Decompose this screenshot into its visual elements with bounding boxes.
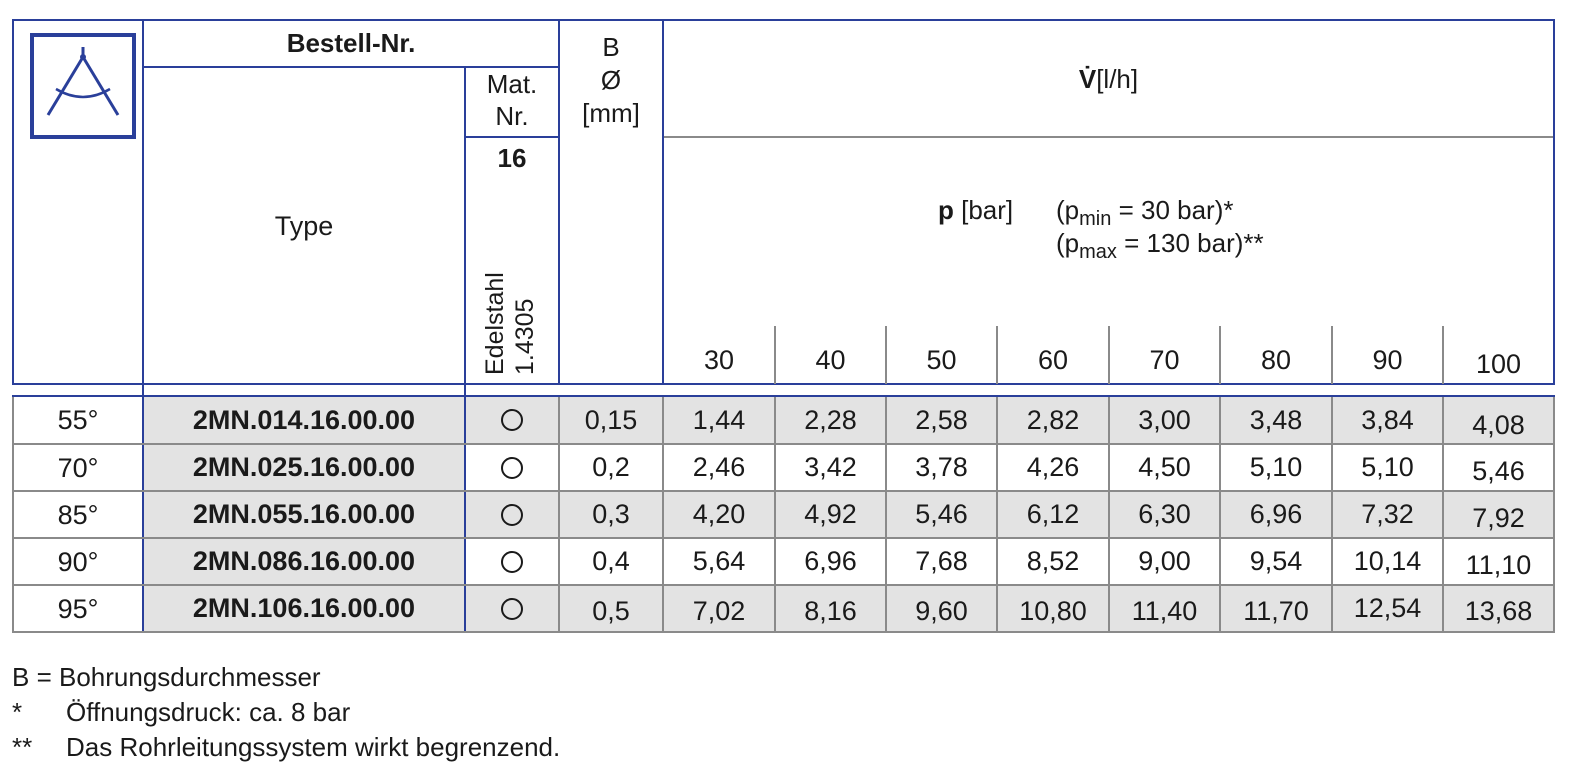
row-value: 9,00 (1138, 546, 1191, 576)
row-value: 7,68 (915, 546, 968, 576)
type-header: Type (274, 210, 334, 241)
row-value: 7,32 (1361, 499, 1414, 529)
pmax-suffix: = 130 bar)** (1116, 228, 1264, 258)
pressure-col-90: 90 (1372, 344, 1403, 375)
row-angle: 70° (57, 452, 99, 483)
pmax-prefix: (p (1056, 228, 1080, 258)
row-bore: 0,2 (592, 452, 630, 482)
pmax-sub: max (1079, 241, 1117, 264)
row-value: 8,16 (804, 596, 857, 626)
circle-icon (501, 504, 523, 526)
compass-icon (30, 33, 136, 139)
row-value: 10,14 (1353, 546, 1422, 576)
row-value: 2,46 (692, 452, 746, 482)
row-angle: 55° (57, 404, 99, 435)
b-line1: B (602, 32, 620, 62)
row-value: 6,30 (1138, 499, 1191, 529)
row-value: 5,46 (1472, 456, 1525, 486)
row-value: 3,48 (1249, 404, 1303, 435)
flow-header (664, 56, 1553, 102)
material-line1: Edelstahl (481, 272, 509, 375)
circle-icon (501, 457, 523, 479)
circle-icon (501, 409, 523, 431)
row-value: 1,44 (692, 404, 746, 435)
row-value: 6,96 (804, 546, 857, 576)
row-value: 2,58 (915, 404, 968, 435)
footnote-mark: * (12, 697, 23, 727)
row-material-mark (466, 445, 558, 490)
footnote-text: = Bohrungsdurchmesser (36, 662, 321, 692)
row-material-mark (466, 539, 558, 584)
row-value: 2,82 (1026, 404, 1080, 435)
footnote-mark: ** (12, 732, 33, 762)
row-material-mark (466, 492, 558, 537)
pressure-col-70: 70 (1149, 344, 1180, 375)
footnote-star (12, 697, 350, 728)
circle-icon (501, 551, 523, 573)
material-name (480, 135, 548, 375)
row-value: 7,92 (1472, 503, 1525, 533)
row-value: 7,02 (692, 596, 746, 626)
row-value: 12,54 (1353, 593, 1422, 623)
pressure-col-50: 50 (926, 344, 957, 375)
row-value: 4,20 (692, 499, 746, 529)
row-bore: 0,15 (584, 404, 638, 435)
row-value: 11,40 (1131, 596, 1198, 626)
row-value: 5,10 (1249, 452, 1303, 482)
row-value: 4,26 (1026, 452, 1080, 482)
row-value: 4,50 (1138, 452, 1191, 482)
row-value: 13,68 (1464, 596, 1533, 626)
row-type: 2MN.086.16.00.00 (192, 546, 416, 576)
b-line3: [mm] (582, 98, 640, 128)
pressure-col-100: 100 (1475, 348, 1522, 379)
row-angle: 85° (57, 499, 99, 530)
row-value: 11,70 (1243, 596, 1309, 626)
pressure-col-60: 60 (1037, 344, 1069, 375)
pressure-col-80: 80 (1260, 344, 1292, 375)
row-bore: 0,3 (592, 499, 630, 529)
pmin-sub: min (1079, 208, 1112, 231)
row-value: 5,10 (1361, 452, 1414, 482)
pmin-note (1056, 195, 1234, 231)
row-value: 10,80 (1019, 596, 1087, 626)
pressure-col-30: 30 (703, 344, 735, 375)
row-value: 5,46 (915, 499, 968, 529)
pmin-suffix: = 30 bar)* (1111, 195, 1234, 225)
row-value: 5,64 (692, 546, 746, 576)
footnote-text: Das Rohrleitungssystem wirkt begrenzend. (66, 732, 561, 762)
row-type: 2MN.025.16.00.00 (192, 452, 416, 482)
row-value: 3,42 (804, 452, 857, 482)
flow-unit: [l/h] (1096, 63, 1139, 94)
row-value: 6,12 (1026, 499, 1080, 529)
row-angle: 95° (57, 593, 99, 624)
row-value: 2,28 (804, 404, 857, 435)
b-line2: Ø (600, 65, 622, 95)
row-value: 4,92 (804, 499, 857, 529)
footnote-double-star (12, 732, 560, 763)
footnote-b (12, 662, 321, 693)
row-type: 2MN.055.16.00.00 (192, 499, 416, 529)
material-code: 16 (497, 142, 527, 173)
material-line2: 1.4305 (511, 298, 539, 375)
pressure-symbol: p (938, 195, 954, 225)
pressure-col-40: 40 (815, 344, 846, 375)
mat-nr-line1: Mat. (486, 69, 538, 99)
row-value: 11,10 (1465, 550, 1532, 580)
circle-icon (501, 598, 523, 620)
row-type: 2MN.106.16.00.00 (192, 593, 416, 623)
pressure-unit: [bar] (953, 195, 1014, 225)
row-value: 3,84 (1361, 404, 1414, 435)
row-bore: 0,5 (592, 596, 630, 626)
row-value: 8,52 (1026, 546, 1080, 576)
flow-symbol: V̇ (1078, 63, 1097, 94)
row-bore: 0,4 (592, 546, 630, 576)
pmin-prefix: (p (1056, 195, 1080, 225)
row-value: 9,54 (1249, 546, 1303, 576)
row-type: 2MN.014.16.00.00 (192, 404, 416, 435)
row-value: 6,96 (1249, 499, 1303, 529)
pmax-note (1056, 228, 1264, 264)
footnote-mark: B (12, 662, 30, 692)
row-value: 3,00 (1138, 404, 1191, 435)
row-value: 3,78 (915, 452, 968, 482)
pressure-label (938, 195, 1013, 226)
row-value: 4,08 (1472, 409, 1525, 440)
row-angle: 90° (57, 546, 99, 577)
bore-diameter-header (560, 31, 662, 130)
mat-nr-line2: Nr. (495, 101, 529, 131)
row-value: 9,60 (915, 596, 968, 626)
bestell-nr-header: Bestell-Nr. (286, 28, 416, 58)
mat-nr-header (466, 68, 558, 136)
footnote-text: Öffnungsdruck: ca. 8 bar (66, 697, 351, 727)
row-material-mark (466, 586, 558, 631)
row-material-mark (466, 397, 558, 443)
